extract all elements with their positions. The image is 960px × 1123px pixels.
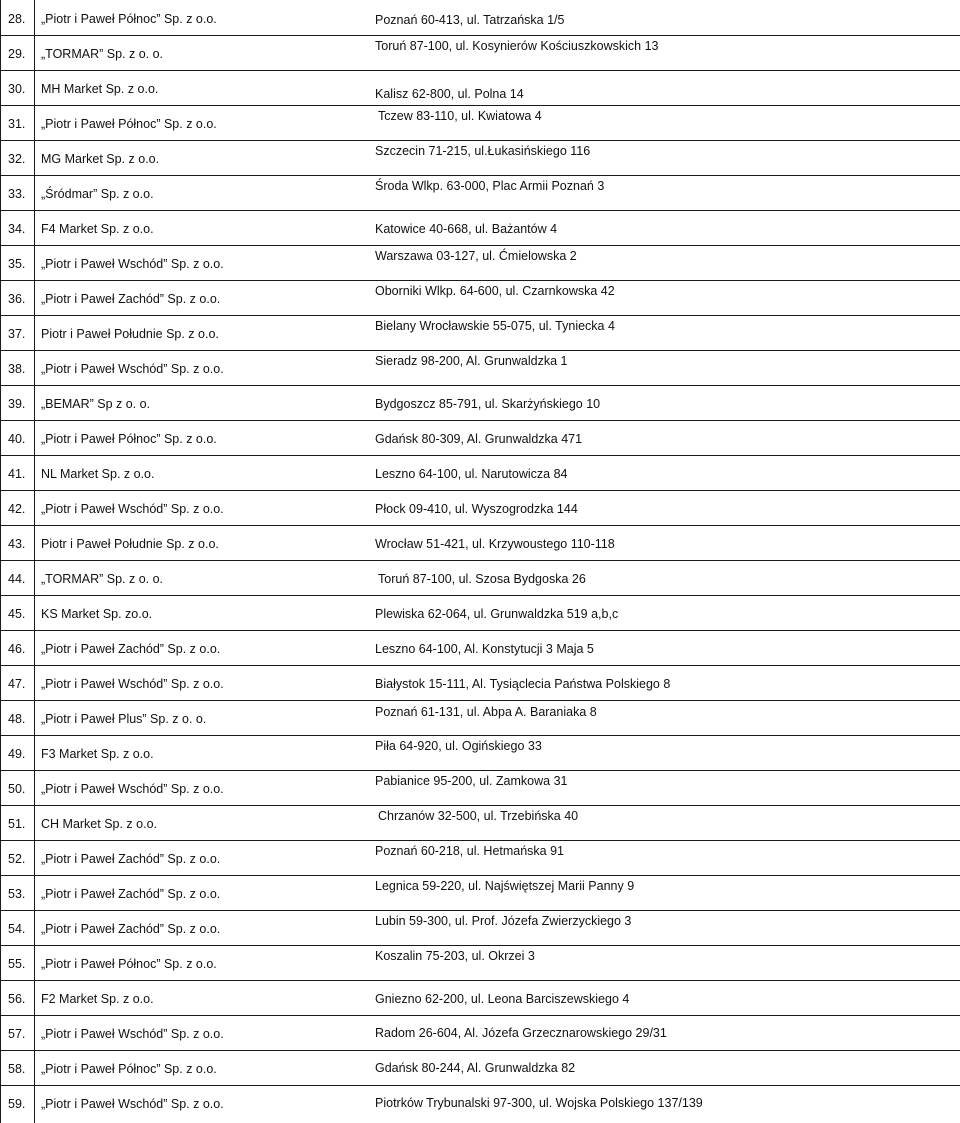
- store-address: Tczew 83-110, ul. Kwiatowa 4: [378, 109, 542, 123]
- row-divider: [0, 630, 960, 631]
- company-name: Piotr i Paweł Południe Sp. z o.o.: [41, 327, 219, 341]
- company-name: „Piotr i Paweł Zachód” Sp. z o.o.: [41, 642, 221, 656]
- store-address: Legnica 59-220, ul. Najświętszej Marii Panny 9: [375, 879, 635, 893]
- row-divider: [0, 350, 960, 351]
- row-divider: [0, 175, 960, 176]
- row-divider: [0, 245, 960, 246]
- company-name: F3 Market Sp. z o.o.: [41, 747, 154, 761]
- store-address: Białystok 15-111, Al. Tysiąclecia Państwa Polskiego 8: [375, 677, 671, 691]
- store-address: Gdańsk 80-244, Al. Grunwaldzka 82: [375, 1061, 576, 1075]
- row-number: 53.: [8, 887, 26, 901]
- company-name: „Śródmar” Sp. z o.o.: [41, 187, 154, 201]
- row-number: 43.: [8, 537, 26, 551]
- row-divider: [0, 210, 960, 211]
- row-divider: [0, 525, 960, 526]
- company-name: „BEMAR” Sp z o. o.: [41, 397, 151, 411]
- company-name: „Piotr i Paweł Wschód” Sp. z o.o.: [41, 362, 224, 376]
- company-name: „Piotr i Paweł Plus” Sp. z o. o.: [41, 712, 207, 726]
- company-name: „Piotr i Paweł Wschód” Sp. z o.o.: [41, 257, 224, 271]
- row-number: 57.: [8, 1027, 26, 1041]
- row-divider: [0, 1050, 960, 1051]
- row-number: 30.: [8, 82, 26, 96]
- store-address: Pabianice 95-200, ul. Zamkowa 31: [375, 774, 568, 788]
- row-number: 52.: [8, 852, 26, 866]
- store-address: Wrocław 51-421, ul. Krzywoustego 110-118: [375, 537, 615, 551]
- store-address: Bydgoszcz 85-791, ul. Skarżyńskiego 10: [375, 397, 601, 411]
- row-number: 33.: [8, 187, 26, 201]
- row-divider: [0, 665, 960, 666]
- store-address: Leszno 64-100, Al. Konstytucji 3 Maja 5: [375, 642, 594, 656]
- row-divider: [0, 35, 960, 36]
- row-number: 29.: [8, 47, 26, 61]
- row-number: 41.: [8, 467, 26, 481]
- store-address: Chrzanów 32-500, ul. Trzebińska 40: [378, 809, 579, 823]
- store-address: Sieradz 98-200, Al. Grunwaldzka 1: [375, 354, 568, 368]
- row-divider: [0, 315, 960, 316]
- row-number: 42.: [8, 502, 26, 516]
- company-name: NL Market Sp. z o.o.: [41, 467, 155, 481]
- store-address: Poznań 60-218, ul. Hetmańska 91: [375, 844, 565, 858]
- store-address: Bielany Wrocławskie 55-075, ul. Tyniecka 4: [375, 319, 615, 333]
- company-name: KS Market Sp. zo.o.: [41, 607, 153, 621]
- company-name: „Piotr i Paweł Zachód” Sp. z o.o.: [41, 852, 221, 866]
- row-number: 35.: [8, 257, 26, 271]
- row-divider: [0, 735, 960, 736]
- row-number: 54.: [8, 922, 26, 936]
- row-divider: [0, 280, 960, 281]
- row-number: 32.: [8, 152, 26, 166]
- row-number: 58.: [8, 1062, 26, 1076]
- company-name: „Piotr i Paweł Zachód” Sp. z o.o.: [41, 887, 221, 901]
- row-divider: [0, 455, 960, 456]
- store-address: Radom 26-604, Al. Józefa Grzecznarowskiego 29/31: [375, 1026, 667, 1040]
- company-name: „Piotr i Paweł Wschód” Sp. z o.o.: [41, 502, 224, 516]
- company-name: „Piotr i Paweł Wschód” Sp. z o.o.: [41, 1097, 224, 1111]
- row-number: 48.: [8, 712, 26, 726]
- row-number: 37.: [8, 327, 26, 341]
- store-address: Gdańsk 80-309, Al. Grunwaldzka 471: [375, 432, 583, 446]
- row-divider: [0, 490, 960, 491]
- row-number: 59.: [8, 1097, 26, 1111]
- store-address: Piotrków Trybunalski 97-300, ul. Wojska Polskiego 137/139: [375, 1096, 703, 1110]
- row-number: 28.: [8, 12, 26, 26]
- row-divider: [0, 875, 960, 876]
- row-divider: [0, 980, 960, 981]
- row-number: 55.: [8, 957, 26, 971]
- company-name: „Piotr i Paweł Zachód” Sp. z o.o.: [41, 922, 221, 936]
- row-number: 34.: [8, 222, 26, 236]
- store-address: Płock 09-410, ul. Wyszogrodzka 144: [375, 502, 578, 516]
- company-name: „Piotr i Paweł Północ” Sp. z o.o.: [41, 432, 217, 446]
- company-name: „TORMAR” Sp. z o. o.: [41, 572, 164, 586]
- store-address: Środa Wlkp. 63-000, Plac Armii Poznań 3: [375, 179, 605, 193]
- row-number: 40.: [8, 432, 26, 446]
- store-address: Katowice 40-668, ul. Bażantów 4: [375, 222, 558, 236]
- row-number: 47.: [8, 677, 26, 691]
- company-name: F2 Market Sp. z o.o.: [41, 992, 154, 1006]
- row-divider: [0, 595, 960, 596]
- row-divider: [0, 560, 960, 561]
- row-divider: [0, 1015, 960, 1016]
- company-name: „Piotr i Paweł Północ” Sp. z o.o.: [41, 12, 217, 26]
- table-border-left: [0, 0, 1, 1123]
- company-name: „Piotr i Paweł Zachód” Sp. z o.o.: [41, 292, 221, 306]
- company-name: „Piotr i Paweł Wschód” Sp. z o.o.: [41, 782, 224, 796]
- store-address: Lubin 59-300, ul. Prof. Józefa Zwierzyckiego 3: [375, 914, 632, 928]
- row-number: 51.: [8, 817, 26, 831]
- row-divider: [0, 420, 960, 421]
- store-address: Warszawa 03-127, ul. Ćmielowska 2: [375, 249, 577, 263]
- row-number: 36.: [8, 292, 26, 306]
- store-address: Leszno 64-100, ul. Narutowicza 84: [375, 467, 568, 481]
- row-divider: [0, 385, 960, 386]
- company-name: F4 Market Sp. z o.o.: [41, 222, 154, 236]
- company-name: „Piotr i Paweł Północ” Sp. z o.o.: [41, 117, 217, 131]
- row-number: 56.: [8, 992, 26, 1006]
- company-name: „Piotr i Paweł Północ” Sp. z o.o.: [41, 1062, 217, 1076]
- store-address: Piła 64-920, ul. Ogińskiego 33: [375, 739, 542, 753]
- row-divider: [0, 910, 960, 911]
- row-number: 45.: [8, 607, 26, 621]
- company-name: „Piotr i Paweł Północ” Sp. z o.o.: [41, 957, 217, 971]
- row-divider: [0, 105, 960, 106]
- table-column-divider: [34, 0, 35, 1123]
- row-divider: [0, 1085, 960, 1086]
- row-number: 38.: [8, 362, 26, 376]
- row-number: 31.: [8, 117, 26, 131]
- store-address: Plewiska 62-064, ul. Grunwaldzka 519 a,b,c: [375, 607, 619, 621]
- company-name: „Piotr i Paweł Wschód” Sp. z o.o.: [41, 677, 224, 691]
- row-divider: [0, 700, 960, 701]
- row-divider: [0, 140, 960, 141]
- company-name: Piotr i Paweł Południe Sp. z o.o.: [41, 537, 219, 551]
- store-address: Kalisz 62-800, ul. Polna 14: [375, 87, 524, 101]
- company-name: MH Market Sp. z o.o.: [41, 82, 159, 96]
- row-number: 39.: [8, 397, 26, 411]
- row-number: 49.: [8, 747, 26, 761]
- row-divider: [0, 805, 960, 806]
- company-name: „TORMAR” Sp. z o. o.: [41, 47, 164, 61]
- company-name: MG Market Sp. z o.o.: [41, 152, 160, 166]
- company-name: CH Market Sp. z o.o.: [41, 817, 158, 831]
- store-address: Toruń 87-100, ul. Szosa Bydgoska 26: [378, 572, 586, 586]
- store-address: Gniezno 62-200, ul. Leona Barciszewskiego 4: [375, 992, 630, 1006]
- company-name: „Piotr i Paweł Wschód” Sp. z o.o.: [41, 1027, 224, 1041]
- store-address: Poznań 60-413, ul. Tatrzańska 1/5: [375, 13, 565, 27]
- row-number: 46.: [8, 642, 26, 656]
- store-address: Koszalin 75-203, ul. Okrzei 3: [375, 949, 535, 963]
- row-divider: [0, 840, 960, 841]
- row-number: 50.: [8, 782, 26, 796]
- row-divider: [0, 770, 960, 771]
- store-address: Oborniki Wlkp. 64-600, ul. Czarnkowska 42: [375, 284, 615, 298]
- store-address: Szczecin 71-215, ul.Łukasińskiego 116: [375, 144, 591, 158]
- store-address: Poznań 61-131, ul. Abpa A. Baraniaka 8: [375, 705, 597, 719]
- row-divider: [0, 945, 960, 946]
- store-address: Toruń 87-100, ul. Kosynierów Kościuszkowskich 13: [375, 39, 659, 53]
- row-divider: [0, 70, 960, 71]
- row-number: 44.: [8, 572, 26, 586]
